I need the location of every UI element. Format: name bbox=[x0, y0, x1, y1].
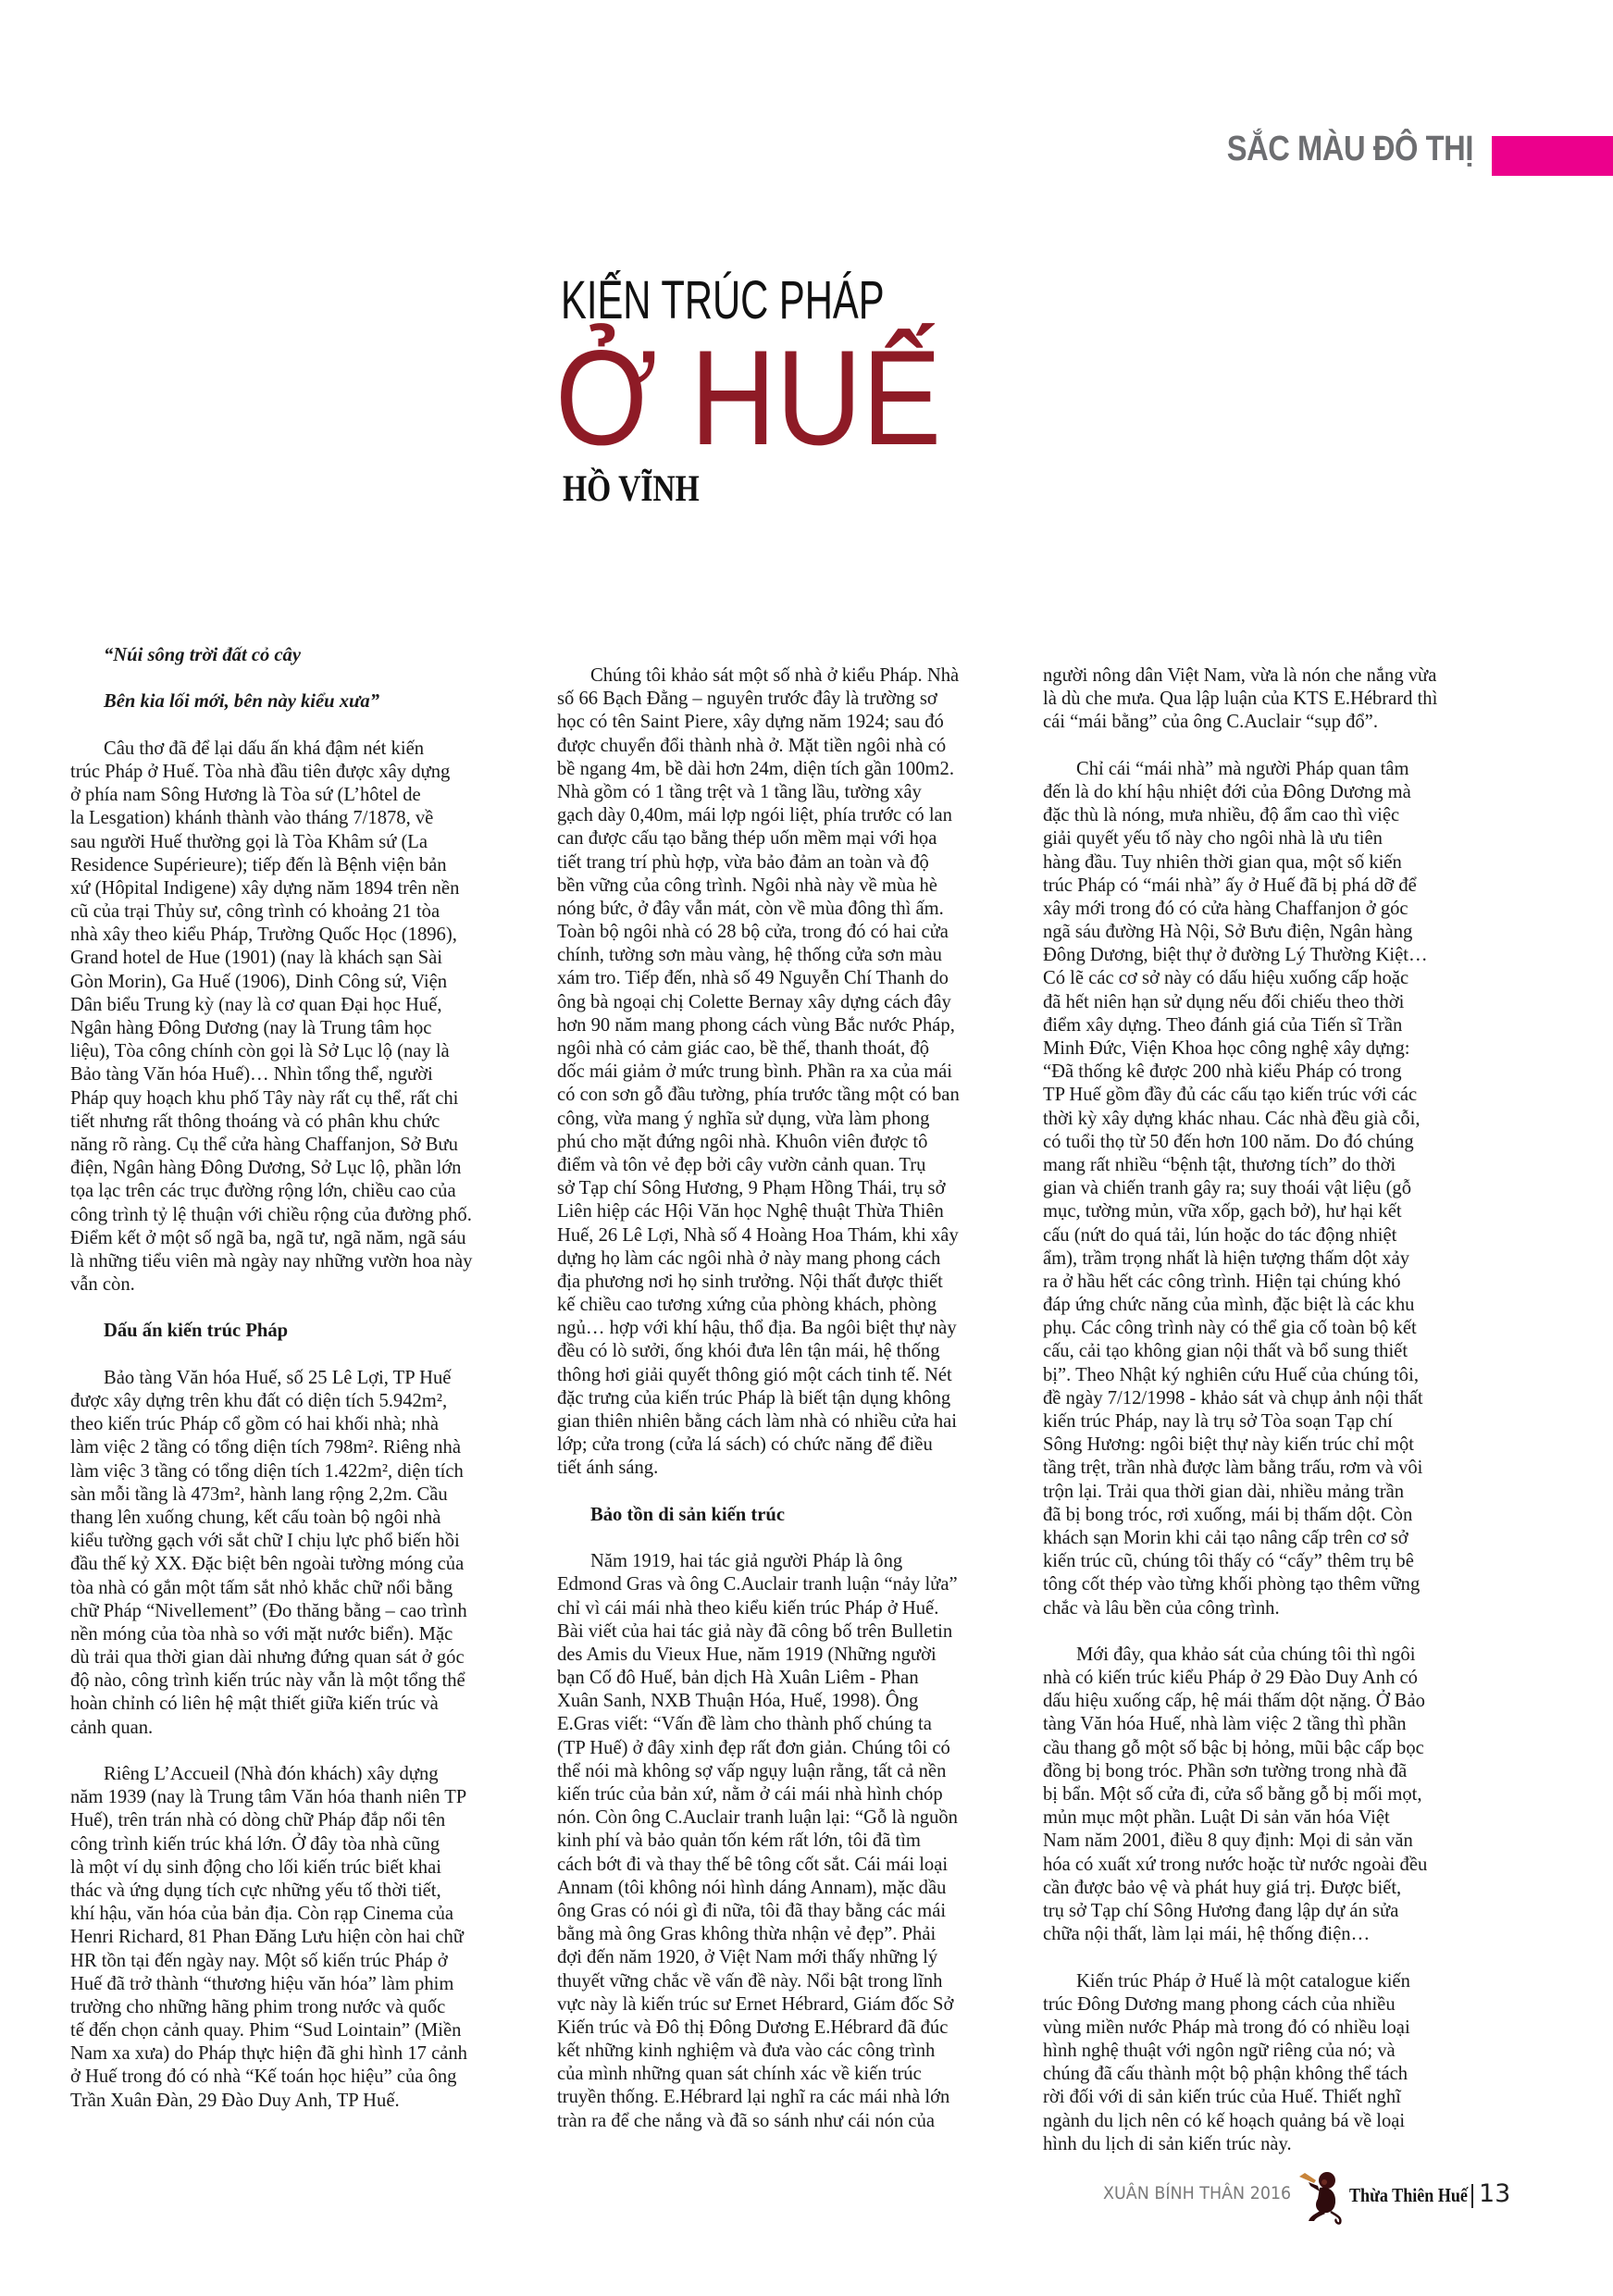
text-line: bạn Cố đô Huế, bản dịch Hà Xuân Liêm - Phan bbox=[557, 1668, 919, 1689]
article-author: HỒ VĨNH bbox=[563, 467, 700, 509]
text-line: kế chiều cao tương xứng của phòng khách, phòng bbox=[557, 1295, 937, 1316]
text-line: cầu thang gỗ một số bậc bị hỏng, mũi bậc cấp bọc bbox=[1043, 1737, 1424, 1758]
text-line: làm việc 3 tầng có tổng diện tích 1.422m², diện tích bbox=[70, 1460, 464, 1482]
section-label: SẮC MÀU ĐÔ THỊ bbox=[1226, 130, 1473, 168]
text-line: số 66 Bạch Đằng – nguyên trước đây là trường sơ bbox=[557, 689, 937, 710]
text-line: hàng đầu. Tuy nhiên thời gian qua, một số kiến bbox=[1043, 851, 1402, 873]
text-line: bền vững của công trình. Ngôi nhà này về mùa hè bbox=[557, 875, 937, 896]
article-title-line1: KIẾN TRÚC PHÁP bbox=[561, 270, 885, 330]
epigraph bbox=[70, 644, 533, 667]
text-line: đợi đến năm 1920, ở Việt Nam mới thấy những lý bbox=[557, 1947, 938, 1968]
paragraph bbox=[70, 1763, 533, 2113]
text-line: Annam (tôi không nói hình dáng Annam), mặc dầu bbox=[557, 1877, 947, 1898]
text-line: Toàn bộ ngôi nhà có 28 bộ cửa, trong đó có hai cửa bbox=[557, 922, 949, 943]
text-line: Huế), trên trán nhà có dòng chữ Pháp đắp nổi tên bbox=[70, 1810, 446, 1831]
text-line: (TP Huế) ở đây xinh đẹp rất đơn giản. Chúng tôi có bbox=[557, 1737, 950, 1758]
text-line: Nhà gồm có 1 tầng trệt và 1 tầng lầu, tường xây bbox=[557, 781, 922, 802]
text-line: chữa nội thất, làm lại mái, hệ thống điện… bbox=[1043, 1924, 1371, 1945]
text-line: sàn mỗi tầng là 473m², hành lang rộng 2,2m. Cầu bbox=[70, 1483, 448, 1505]
text-line: năng rõ ràng. Cụ thể cửa hàng Chaffanjon, Sở Bưu bbox=[70, 1134, 458, 1155]
section-heading bbox=[70, 1320, 533, 1343]
text-column-1 bbox=[70, 644, 533, 2136]
text-line: Gòn Morin), Ga Huế (1906), Dinh Công sứ, Viện bbox=[70, 971, 448, 992]
text-line: đã hết niên hạn sử dụng nếu đối chiếu theo thời bbox=[1043, 991, 1405, 1012]
text-line: kiểu tường gạch với sắt chữ I chịu lực phổ biến hồi bbox=[70, 1531, 460, 1552]
text-line: đồng bị bong tróc. Phần sơn tường trong nhà đã bbox=[1043, 1760, 1408, 1781]
text-line: Kiến trúc Pháp ở Huế là một catalogue kiến bbox=[1076, 1970, 1410, 1992]
text-line: nóng bức, ở đây vẫn mát, còn về mùa đông thì ấm. bbox=[557, 898, 944, 919]
text-line: cảnh quan. bbox=[70, 1717, 154, 1738]
text-line: độ nào, công trình kiến trúc này vẫn là một tổng thể bbox=[70, 1670, 465, 1692]
text-line: hình du lịch di sản kiến trúc này. bbox=[1043, 2133, 1292, 2154]
text-line: thuyết vững chắc về vấn đề này. Nổi bật trong lĩnh bbox=[557, 1970, 943, 1992]
text-line: nhà xây theo kiểu Pháp, Trường Quốc Học (1896), bbox=[70, 925, 457, 946]
text-line: ngủ… hợp với khí hậu, thổ địa. Ba ngôi biệt thự này bbox=[557, 1318, 957, 1339]
text-line: gạch dày 0,40m, mái lợp ngói liệt, phía trước có lan bbox=[557, 805, 952, 826]
text-column-2 bbox=[557, 664, 1020, 2156]
text-line: vùng miền nước Pháp mà trong đó có nhiều loại bbox=[1043, 2017, 1410, 2038]
text-line: kiến trúc Pháp, nay là trụ sở Tòa soạn Tạp chí bbox=[1043, 1411, 1393, 1432]
text-line: giải quyết yếu tố này cho ngôi nhà là ưu tiên bbox=[1043, 828, 1383, 850]
text-line: cần được bảo vệ và phát huy giá trị. Được biết, bbox=[1043, 1877, 1402, 1898]
text-line: đề ngày 7/12/1998 - khảo sát và chụp ảnh nội thất bbox=[1043, 1387, 1423, 1409]
text-line: Pháp quy hoạch khu phố Tây này rất cụ thể, rất chi bbox=[70, 1087, 459, 1109]
text-line: tầng trệt, trần nhà được làm bằng trấu, rơm và vôi bbox=[1043, 1458, 1423, 1479]
text-line: cấu (nứt do quá tải, lún hoặc do tác động nhiệt bbox=[1043, 1224, 1397, 1246]
text-line: kiến trúc cũ, chúng tôi thấy có “cấy” thêm trụ bê bbox=[1043, 1551, 1414, 1572]
section-heading bbox=[557, 1504, 1020, 1527]
text-line: sở Tạp chí Sông Hương, 9 Phạm Hồng Thái, trụ sở bbox=[557, 1178, 946, 1199]
text-line: mục, tường mủn, vữa xốp, gạch bở), hư hại kết bbox=[1043, 1201, 1402, 1222]
text-line: của mình những quan sát chính xác về kiến trúc bbox=[557, 2064, 922, 2085]
text-line: Có lẽ các cơ sở này có dấu hiệu xuống cấp hoặc bbox=[1043, 968, 1409, 989]
text-line: ngã sáu đường Hà Nội, Sở Bưu điện, Ngân hàng bbox=[1043, 922, 1413, 943]
text-line: Kiến trúc và Đô thị Đông Dương E.Hébrard đã đúc bbox=[557, 2017, 949, 2038]
text-line: theo kiến trúc Pháp cổ gồm có hai khối nhà; nhà bbox=[70, 1414, 440, 1435]
text-line: địa phương nơi họ sinh trưởng. Nội thất được thiết bbox=[557, 1271, 943, 1292]
text-line: Trần Xuân Đàn, 29 Đào Duy Anh, TP Huế. bbox=[70, 2090, 400, 2111]
text-line: thang lên xuống chung, kết cấu toàn bộ ngôi nhà bbox=[70, 1507, 441, 1528]
text-line: des Amis du Vieux Hue, năm 1919 (Những người bbox=[557, 1644, 937, 1665]
text-line: liệu), Tòa công chính còn gọi là Sở Lục lộ (nay là bbox=[70, 1041, 450, 1062]
text-line: Đông Dương, biệt thự ở đường Lý Thường Kiệt… bbox=[1043, 945, 1428, 966]
footer-magazine-name: Thừa Thiên Huế bbox=[1349, 2184, 1468, 2206]
text-line: Bảo tàng Văn hóa Huế)… Nhìn tổng thể, người bbox=[70, 1064, 433, 1086]
text-line: trường cho những hãng phim trong nước và quốc bbox=[70, 1996, 446, 2017]
text-line: khí hậu, văn hóa của bản địa. Còn rạp Cinema của bbox=[70, 1904, 454, 1925]
text-line: tràn ra để che nắng và đã so sánh như cái nón của bbox=[557, 2110, 936, 2131]
text-line: xây mới trong đó có cửa hàng Chaffanjon ở góc bbox=[1043, 898, 1408, 919]
text-line: dốc mái giảm ở mức trung bình. Phần ra xa của mái bbox=[557, 1061, 952, 1083]
text-line: chính, tường sơn màu vàng, hệ thống cửa sơn màu bbox=[557, 945, 942, 966]
text-line: kinh phí và bảo quản tốn kém rất lớn, tôi đã tìm bbox=[557, 1831, 921, 1852]
text-line: ra ở hầu hết các công trình. Hiện tại chúng khó bbox=[1043, 1271, 1401, 1292]
text-line: đáp ứng chức năng của mình, đặc biệt là các khu bbox=[1043, 1295, 1415, 1316]
text-line: công trình tỷ lệ thuận với chiều rộng của đường phố. bbox=[70, 1204, 472, 1225]
text-line: tàng Văn hóa Huế, nhà làm việc 2 tầng thì phần bbox=[1043, 1714, 1407, 1735]
text-line: Dân biểu Trung kỳ (nay là cơ quan Đại học Huế, bbox=[70, 994, 442, 1015]
text-line: được xây dựng trên khu đất có diện tích 5.942m², bbox=[70, 1391, 448, 1411]
text-line: bị bẩn. Một số cửa đi, cửa sổ bằng gỗ bị mối mọt, bbox=[1043, 1784, 1422, 1805]
text-line: nhà có kiến trúc kiểu Pháp ở 29 Đào Duy Anh có bbox=[1043, 1668, 1418, 1689]
text-line: can được cấu tạo bằng thép uốn mềm mại với họa bbox=[557, 828, 937, 850]
text-line: trụ sở Tạp chí Sông Hương đang lập dự án sửa bbox=[1043, 1900, 1399, 1921]
text-line: đặc thù là nóng, mưa nhiều, độ ẩm cao thì việc bbox=[1043, 805, 1400, 826]
text-line: Ngân hàng Đông Dương (nay là Trung tâm học bbox=[70, 1018, 432, 1038]
text-line: Minh Đức, Viện Khoa học công nghệ xây dựng: bbox=[1043, 1038, 1410, 1059]
paragraph bbox=[70, 1367, 533, 1740]
text-line: được chuyển đổi thành nhà ở. Mặt tiền ngôi nhà có bbox=[557, 735, 947, 756]
footer-divider bbox=[1471, 2184, 1473, 2208]
text-line: truyền thống. E.Hébrard lại nghĩ ra các mái nhà lớn bbox=[557, 2087, 950, 2108]
text-line: là dù che mưa. Qua lập luận của KTS E.Hébrard thì bbox=[1043, 689, 1438, 710]
text-line: xứ (Hôpital Indigene) xây dựng năm 1894 trên nền bbox=[70, 877, 460, 899]
paragraph bbox=[1043, 758, 1506, 1620]
text-line: Câu thơ đã để lại dấu ấn khá đậm nét kiến bbox=[104, 738, 425, 759]
paragraph bbox=[557, 1550, 1020, 2133]
paragraph bbox=[1043, 1970, 1506, 2157]
text-line: ở phía nam Sông Hương là Tòa sứ (L’hôtel de bbox=[70, 785, 421, 806]
section-accent-bar bbox=[1492, 136, 1613, 176]
text-line: Xuân Sanh, NXB Thuận Hóa, Huế, 1998). Ông bbox=[557, 1691, 919, 1712]
text-line: hình nghệ thuật với ngôn ngữ riêng của nó; và bbox=[1043, 2041, 1396, 2062]
paragraph bbox=[1043, 664, 1506, 735]
text-line: dấu hiệu xuống cấp, hệ mái thấm dột nặng. Ở Bảo bbox=[1043, 1691, 1425, 1712]
text-line: điện, Ngân hàng Đông Dương, Sở Lục lộ, phần lớn bbox=[70, 1158, 462, 1179]
text-line: ngành du lịch nên có kế hoạch quảng bá về loại bbox=[1043, 2110, 1406, 2131]
text-line: tiết nhưng rất thông thoáng và có phân khu chức bbox=[70, 1111, 440, 1132]
text-line: hơn 90 năm mang phong cách vùng Bắc nước Pháp, bbox=[557, 1014, 955, 1036]
text-line: dù trải qua thời gian dài nhưng đứng quan sát ở góc bbox=[70, 1647, 465, 1669]
text-line: có tuổi thọ từ 50 đến hơn 100 năm. Do đó chúng bbox=[1043, 1131, 1414, 1152]
text-line: tiết trang trí phù hợp, vừa bảo đảm an toàn và độ bbox=[557, 851, 929, 873]
text-line: tọa lạc trên các trục đường rộng lớn, chiều cao của bbox=[70, 1181, 456, 1202]
text-line: nón. Còn ông C.Auclair tranh luận lại: “Gỗ là nguồn bbox=[557, 1807, 958, 1829]
text-line: học có tên Saint Piere, xây dựng năm 1924; sau đó bbox=[557, 712, 944, 733]
epigraph bbox=[70, 690, 533, 714]
text-line: có con sơn gỗ đầu tường, phía trước tầng một có ban bbox=[557, 1085, 960, 1106]
text-line: Nam xa xưa) do Pháp thực hiện đã ghi hình 17 cảnh bbox=[70, 2043, 467, 2065]
text-line: vẫn còn. bbox=[70, 1274, 135, 1296]
text-line: ông bà ngoại chị Colette Bernay xây dựng cách đây bbox=[557, 991, 951, 1012]
text-line: phụ. Các công trình này có thể gia cố toàn bộ kết bbox=[1043, 1318, 1417, 1339]
text-line: Mới đây, qua khảo sát của chúng tôi thì ngôi bbox=[1076, 1644, 1416, 1665]
text-line: trúc Pháp ở Huế. Tòa nhà đầu tiên được xây dựng bbox=[70, 761, 451, 782]
text-line: Bên kia lối mới, bên này kiểu xưa” bbox=[104, 691, 379, 713]
article-title-line2: Ở HUẾ bbox=[555, 322, 942, 473]
footer-issue: XUÂN BÍNH THÂN 2016 bbox=[1103, 2183, 1292, 2203]
text-line: Grand hotel de Hue (1901) (nay là khách sạn Sài bbox=[70, 948, 443, 969]
text-line: là một ví dụ sinh động cho lối kiến trúc biết khai bbox=[70, 1856, 441, 1878]
text-line: cấu, cải tạo không gian nội thất và bổ sung thiết bbox=[1043, 1341, 1408, 1362]
text-line: chắc và lâu bền của công trình. bbox=[1043, 1597, 1280, 1619]
page-number: 13 bbox=[1479, 2179, 1511, 2208]
text-line: cách bớt đi và thay thế bê tông cốt sắt. Cái mái loại bbox=[557, 1854, 949, 1875]
text-line: vực này là kiến trúc sư Ernet Hébrard, Giám đốc Sở bbox=[557, 1993, 954, 2015]
text-line: E.Gras viết: “Vấn đề làm cho thành phố chúng ta bbox=[557, 1714, 932, 1735]
text-line: chỉ vì cái mái nhà theo kiểu kiến trúc Pháp ở Huế. bbox=[557, 1597, 939, 1619]
text-line: hóa có xuất xứ trong nước hoặc từ nước ngoài đều bbox=[1043, 1854, 1428, 1875]
text-line: đều có lò sưởi, ống khói đưa lên tận mái, hệ thống bbox=[557, 1341, 940, 1362]
text-line: Bảo tàng Văn hóa Huế, số 25 Lê Lợi, TP Huế bbox=[104, 1367, 452, 1388]
text-line: gian thiên nhiên bằng cách làm nhà có nhiều cửa hai bbox=[557, 1411, 958, 1432]
text-line: bị”. Theo Nhật ký nghiên cứu Huế của chúng tôi, bbox=[1043, 1364, 1419, 1385]
text-line: thể nói mà không sợ vấp ngụy luận rằng, tất cả nền bbox=[557, 1760, 947, 1781]
text-line: nền móng của tòa nhà so với mặt nước biển). Mặc bbox=[70, 1623, 453, 1644]
text-line: kiến trúc của bản xứ, nằm ở cái mái nhà hình chóp bbox=[557, 1784, 943, 1805]
text-line: trộn lại. Trải qua thời gian dài, nhiều mảng trần bbox=[1043, 1481, 1405, 1502]
text-line: người nông dân Việt Nam, vừa là nón che nắng vừa bbox=[1043, 665, 1437, 686]
text-line: là những tiểu viên mà ngày nay những vườn hoa này bbox=[70, 1250, 473, 1272]
text-line: công, vừa mang ý nghĩa sử dụng, vừa làm phong bbox=[557, 1108, 930, 1129]
text-line: rời đối với di sản kiến trúc của Huế. Thiết nghĩ bbox=[1043, 2087, 1401, 2108]
text-line: lớp; cửa trong (cửa lá sách) có chức năng để điều bbox=[557, 1434, 933, 1456]
text-line: thông hơi giải quyết thông gió một cách tinh tế. Nét bbox=[557, 1364, 952, 1385]
text-line: Chúng tôi khảo sát một số nhà ở kiểu Pháp. Nhà bbox=[590, 665, 960, 686]
text-line: trúc Pháp có “mái nhà” ấy ở Huế đã bị phá dỡ để bbox=[1043, 875, 1417, 896]
text-line: Henri Richard, 81 Phan Đăng Lưu hiện còn hai chữ bbox=[70, 1927, 464, 1948]
text-line: đã bị bong tróc, rơi xuống, mái bị thấm dột. Còn bbox=[1043, 1504, 1413, 1525]
text-line: làm việc 2 tầng có tổng diện tích 798m². Riêng nhà bbox=[70, 1437, 461, 1458]
text-line: “Đã thống kê được 200 nhà kiểu Pháp có trong bbox=[1043, 1061, 1402, 1083]
text-line: Bảo tồn di sản kiến trúc bbox=[590, 1504, 785, 1525]
text-line: cái “mái bằng” của ông C.Auclair “sụp đổ”. bbox=[1043, 712, 1378, 733]
text-line: Chỉ cái “mái nhà” mà người Pháp quan tâm bbox=[1076, 758, 1409, 779]
text-line: Nam năm 2001, điều 8 quy định: Mọi di sản văn bbox=[1043, 1831, 1413, 1852]
text-line: đến là do khí hậu nhiệt đới của Đông Dương mà bbox=[1043, 781, 1411, 802]
text-line: tòa nhà có gắn một tấm sắt nhỏ khắc chữ nổi bằng bbox=[70, 1577, 453, 1598]
text-line: ngôi nhà có cảm giác cao, bề thế, thanh thoát, độ bbox=[557, 1038, 930, 1059]
text-line: xám tro. Tiếp đến, nhà số 49 Nguyễn Chí Thanh do bbox=[557, 968, 949, 989]
text-line: Huế đã trở thành “thương hiệu văn hóa” làm phim bbox=[70, 1973, 454, 1994]
text-line: bằng mà ông Gras không thừa nhận vẻ đẹp”. Phải bbox=[557, 1924, 937, 1945]
text-line: chữ Pháp “Nivellement” (Đo thăng bằng – cao trình bbox=[70, 1600, 467, 1621]
text-line: Edmond Gras và ông C.Auclair tranh luận “nảy lửa” bbox=[557, 1574, 958, 1595]
text-line: ẩm), trầm trọng nhất là hiện tượng thấm dột xảy bbox=[1043, 1247, 1410, 1269]
text-line: gian và chiến tranh gây ra; suy thoái vật liệu (gỗ bbox=[1043, 1178, 1412, 1199]
text-line: TP Huế gồm đầy đủ các cấu tạo kiến trúc với các bbox=[1043, 1085, 1418, 1106]
text-line: chúng đã cấu thành một bộ phận không thể tách bbox=[1043, 2064, 1408, 2085]
text-line: Sông Hương: ngôi biệt thự này kiến trúc chỉ một bbox=[1043, 1434, 1414, 1456]
paragraph bbox=[70, 738, 533, 1297]
text-line: “Núi sông trời đất cỏ cây bbox=[104, 645, 301, 665]
text-line: Năm 1919, hai tác giả người Pháp là ông bbox=[590, 1551, 903, 1572]
text-line: cũ của trại Thủy sư, công trình có khoảng 21 tòa bbox=[70, 901, 440, 923]
text-line: Huế, 26 Lê Lợi, Nhà số 4 Hoàng Hoa Thám, khi xây bbox=[557, 1224, 959, 1246]
text-line: tế đến chọn cảnh quay. Phim “Sud Lointain” (Miền bbox=[70, 2020, 462, 2042]
text-line: tông cốt thép vào từng khối phòng tạo thêm vững bbox=[1043, 1574, 1421, 1595]
monkey-trumpet-icon bbox=[1297, 2167, 1346, 2225]
text-line: điểm và tôn vẻ đẹp bởi cây vườn cảnh quan. Trụ bbox=[557, 1154, 926, 1175]
text-line: Điểm kết ở một số ngã ba, ngã tư, ngã năm, ngã sáu bbox=[70, 1227, 466, 1248]
text-line: HR tồn tại đến ngày nay. Một số kiến trúc Pháp ở bbox=[70, 1950, 448, 1971]
text-line: ông Gras có nói gì đi nữa, tôi đã thay bằng các mái bbox=[557, 1900, 947, 1921]
paragraph bbox=[1043, 1644, 1506, 1946]
text-line: Dấu ấn kiến trúc Pháp bbox=[104, 1321, 289, 1342]
text-line: thời kỳ xây dựng khác nhau. Các nhà đều già cỗi, bbox=[1043, 1108, 1421, 1129]
text-line: bề ngang 4m, bề dài hơn 24m, diện tích gần 100m2. bbox=[557, 758, 954, 779]
text-line: Liên hiệp các Hội Văn học Nghệ thuật Thừa Thiên bbox=[557, 1201, 944, 1222]
text-column-3 bbox=[1043, 664, 1506, 2179]
text-line: la Lesgation) khánh thành vào tháng 7/1878, về bbox=[70, 808, 434, 829]
text-line: trúc Đông Dương mang phong cách của nhiều bbox=[1043, 1993, 1396, 2015]
text-line: năm 1939 (nay là Trung tâm Văn hóa thanh niên TP bbox=[70, 1787, 467, 1808]
text-line: khách sạn Morin khi cải tạo nâng cấp trên cơ sở bbox=[1043, 1527, 1408, 1548]
paragraph bbox=[557, 664, 1020, 1481]
text-line: Residence Supérieure); tiếp đến là Bệnh viện bản bbox=[70, 854, 447, 875]
text-line: mủn mục một phần. Luật Di sản văn hóa Việt bbox=[1043, 1807, 1390, 1829]
text-line: thác và ứng dụng tích cực những yếu tố thời tiết, bbox=[70, 1880, 441, 1901]
text-line: hoàn chỉnh có liên hệ mật thiết giữa kiến trúc và bbox=[70, 1694, 439, 1715]
text-line: tiết ánh sáng. bbox=[557, 1458, 659, 1479]
text-line: công trình kiến trúc khá lớn. Ở đây tòa nhà cũng bbox=[70, 1833, 440, 1855]
text-line: đầu thế kỷ XX. Đặc biệt bên ngoài tường móng của bbox=[70, 1554, 465, 1575]
text-line: sau người Huế thường gọi là Tòa Khâm sứ (La bbox=[70, 831, 428, 852]
text-line: đặc trưng của kiến trúc Pháp là biết tận dụng không bbox=[557, 1387, 951, 1409]
text-line: dựng họ làm các ngôi nhà ở này mang phong cách bbox=[557, 1247, 941, 1269]
text-line: Riêng L’Accueil (Nhà đón khách) xây dựng bbox=[104, 1764, 439, 1784]
text-line: Bài viết của hai tác giả này đã công bố trên Bulletin bbox=[557, 1620, 953, 1642]
text-line: điểm xây dựng. Theo đánh giá của Tiến sĩ Trần bbox=[1043, 1014, 1403, 1036]
text-line: phú cho mặt đứng ngôi nhà. Khuôn viên được tô bbox=[557, 1131, 928, 1152]
text-line: mang rất nhiều “bệnh tật, thương tích” do thời bbox=[1043, 1154, 1396, 1175]
text-line: ở Huế trong đó có nhà “Kế toán học hiệu” của ông bbox=[70, 2066, 457, 2088]
text-line: kết những kinh nghiệm và đưa vào các công trình bbox=[557, 2041, 936, 2062]
